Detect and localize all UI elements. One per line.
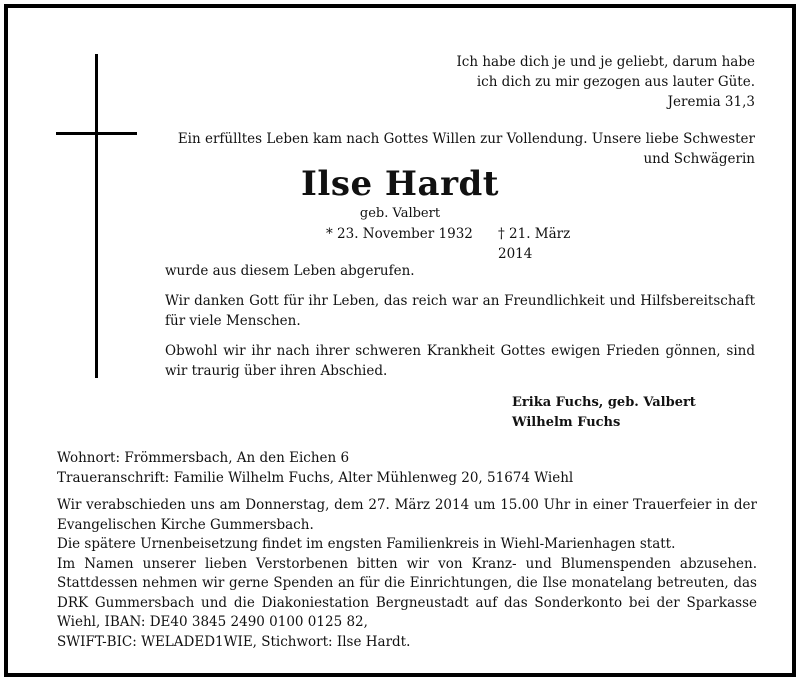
thanks-text: Wir danken Gott für ihr Leben, das reich war an Freundlichkeit und Hilfsbereitschaft für viele Menschen. (165, 293, 755, 329)
urn-text: Die spätere Urnenbeisetzung findet im engsten Familienkreis in Wiehl-Marienhagen statt. (57, 536, 676, 552)
cross-icon-bar (56, 132, 137, 135)
donations-text: Im Namen unserer lieben Verstorbenen bitten wir von Kranz- und Blumenspenden abzusehen. Stattdessen nehmen wir gerne Spenden an für die Einrichtungen, die Ilse monatelang betreuten, das DRK Gummersbach und die Diakoniestation Bergneustadt auf das Sonderkonto bei der Sparkasse Wiehl, IBAN: DE40 3845 2490 0100 0125 82, (57, 555, 757, 630)
signers (512, 393, 696, 433)
called-away-text: wurde aus diesem Leben abgerufen. (165, 263, 415, 279)
signer-2: Wilhelm Fuchs (512, 415, 621, 430)
farewell-text: Wir verabschieden uns am Donnerstag, dem 27. März 2014 um 15.00 Uhr in einer Trauerfeier in der Evangelischen Kirche Gummersbach. (57, 497, 757, 533)
verse-reference: Jeremia 31,3 (667, 94, 755, 110)
obituary-notice (4, 4, 796, 677)
obituary-body (165, 261, 755, 391)
death-date: † 21. März 2014 (498, 226, 571, 262)
signer-1: Erika Fuchs, geb. Valbert (512, 395, 696, 410)
birth-date: * 23. November 1932 (326, 226, 473, 242)
funeral-details (57, 496, 757, 652)
address-block (57, 448, 757, 488)
grief-text: Obwohl wir ihr nach ihrer schweren Krankheit Gottes ewigen Frieden gönnen, sind wir traurig über ihren Abschied. (165, 343, 755, 379)
deceased-name: Ilse Hardt (301, 164, 499, 204)
bible-verse (395, 52, 755, 112)
swift-text: SWIFT-BIC: WELADED1WIE, Stichwort: Ilse Hardt. (57, 633, 411, 650)
maiden-name: geb. Valbert (359, 206, 441, 221)
intro-text: Ein erfülltes Leben kam nach Gottes Willen zur Vollendung. Unsere liebe Schwester und Schwägerin (177, 131, 755, 167)
verse-line-2: ich dich zu mir gezogen aus lauter Güte. (476, 74, 755, 90)
mourning-address: Traueranschrift: Familie Wilhelm Fuchs, Alter Mühlenweg 20, 51674 Wiehl (57, 470, 574, 486)
residence: Wohnort: Frömmersbach, An den Eichen 6 (57, 450, 350, 466)
verse-line-1: Ich habe dich je und je geliebt, darum habe (456, 54, 755, 70)
